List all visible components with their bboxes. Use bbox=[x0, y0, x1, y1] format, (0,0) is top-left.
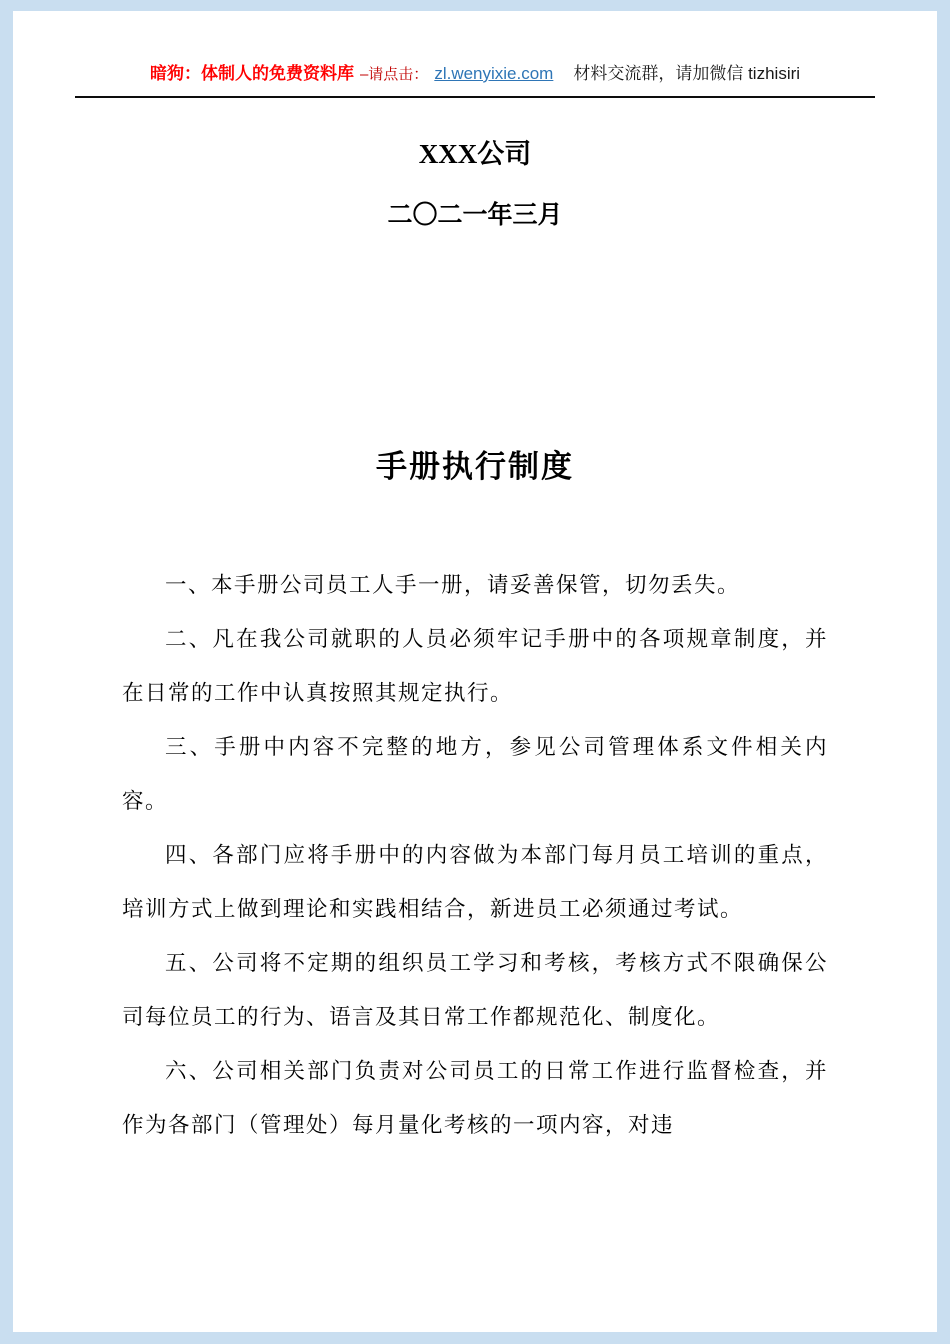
promo-contact-text: 材料交流群，请加微信 tizhisiri bbox=[573, 64, 801, 83]
body-paragraph: 四、各部门应将手册中的内容做为本部门每月员工培训的重点，培训方式上做到理论和实践相结合，新进员工必须通过考试。 bbox=[122, 843, 828, 921]
body-paragraph: 二、凡在我公司就职的人员必须牢记手册中的各项规章制度，并在日常的工作中认真按照其规定执行。 bbox=[122, 627, 828, 705]
promo-header bbox=[75, 59, 875, 98]
body-paragraph: 三、手册中内容不完整的地方，参见公司管理体系文件相关内容。 bbox=[122, 735, 828, 813]
promo-brand-text: 暗狗：体制人的免费资料库 bbox=[149, 64, 354, 83]
body-paragraph: 一、本手册公司员工人手一册，请妥善保管，切勿丢失。 bbox=[165, 573, 741, 597]
document-title: 手册执行制度 bbox=[376, 449, 574, 484]
document-body bbox=[75, 558, 875, 1152]
date-title: 二〇二一年三月 bbox=[387, 202, 563, 229]
document-page bbox=[13, 11, 937, 1332]
promo-link[interactable]: zl.wenyixie.com bbox=[434, 64, 554, 83]
company-title: XXX公司 bbox=[418, 139, 532, 169]
body-paragraph: 六、公司相关部门负责对公司员工的日常工作进行监督检查，并作为各部门（管理处）每月量化考核的一项内容，对违 bbox=[122, 1059, 828, 1137]
body-paragraph: 五、公司将不定期的组织员工学习和考核，考核方式不限确保公司每位员工的行为、语言及其日常工作都规范化、制度化。 bbox=[122, 951, 828, 1029]
promo-click-prompt: –请点击： bbox=[359, 66, 429, 83]
